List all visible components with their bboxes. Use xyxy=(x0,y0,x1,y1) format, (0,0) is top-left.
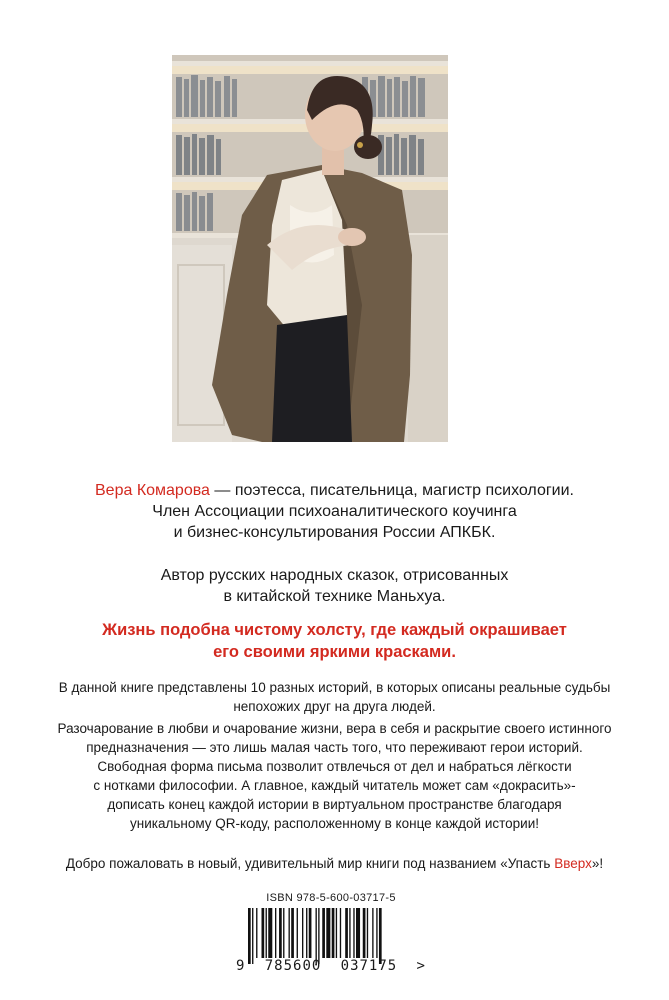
barcode-bar xyxy=(340,908,341,958)
barcode-bar xyxy=(252,908,253,964)
barcode-bar xyxy=(262,908,265,958)
description-line: В данной книге представлены 10 разных историй, в которых описаны реальные судьбы xyxy=(58,680,611,695)
description-line: Разочарование в любви и очарование жизни, вера в себя и раскрытие своего истинного xyxy=(57,721,612,736)
author-name: Вера Комарова xyxy=(95,482,210,499)
author-bio-line3: и бизнес-консультирования России АПКБК. xyxy=(173,524,496,541)
welcome-text: Добро пожаловать в новый, удивительный мир книги под названием «Упасть xyxy=(65,856,555,871)
barcode-end-marker: > xyxy=(416,958,426,974)
barcode-bar xyxy=(256,908,257,958)
author-photo xyxy=(172,55,448,442)
barcode-bar xyxy=(309,908,312,958)
isbn-number: ISBN 978-5-600-03717-5 xyxy=(266,892,396,904)
barcode-bar xyxy=(363,908,366,958)
barcode-bar xyxy=(306,908,307,958)
barcode-bar xyxy=(379,908,382,964)
quote-line1: Жизнь подобна чистому холсту, где каждый окрашивает xyxy=(102,621,567,639)
barcode-bar xyxy=(283,908,284,958)
author-intro xyxy=(0,480,669,543)
barcode-bar xyxy=(376,908,377,958)
description-line: Свободная форма письма позволит отвлечься от дел и набраться лёгкости xyxy=(97,759,572,774)
author-bio-line1: — поэтесса, писательница, магистр психологии. xyxy=(209,482,574,499)
barcode-digits xyxy=(236,958,426,974)
description-line: дописать конец каждой истории в виртуальном пространстве благодаря xyxy=(107,797,562,812)
barcode-bar xyxy=(248,908,251,964)
author-works-line2: в китайской технике Маньхуа. xyxy=(223,588,446,605)
barcode-digits-right: 037175 xyxy=(340,958,398,974)
author-intro-line1 xyxy=(0,480,669,501)
barcode-digits-left: 785600 xyxy=(264,958,322,974)
description-line: непохожих друг на друга людей. xyxy=(233,699,436,714)
description-line: предназначения — это лишь малая часть того, что переживают герои историй. xyxy=(86,740,583,755)
description-paragraph-1 xyxy=(0,678,669,716)
barcode-bar xyxy=(268,908,272,958)
barcode-bar xyxy=(372,908,373,958)
barcode-bar xyxy=(289,908,290,958)
author-works-line1: Автор русских народных сказок, отрисованных xyxy=(160,567,509,584)
quote-line2: его своими яркими красками. xyxy=(213,643,456,661)
description-paragraph-2 xyxy=(0,719,669,833)
barcode-bar xyxy=(291,908,294,958)
author-works xyxy=(0,565,669,607)
barcode-bar xyxy=(345,908,348,958)
barcode-bar xyxy=(322,908,325,958)
description-line: уникальному QR-коду, расположенному в конце каждой истории! xyxy=(130,816,539,831)
barcode-bar xyxy=(316,908,317,964)
barcode-bar xyxy=(332,908,335,958)
barcode-bar xyxy=(297,908,298,958)
welcome-text-end: »! xyxy=(591,856,604,871)
isbn-barcode xyxy=(236,892,426,992)
quote xyxy=(0,619,669,663)
book-title-accent: Вверх xyxy=(554,856,592,871)
barcode-bar xyxy=(279,908,282,958)
barcode-bar xyxy=(367,908,368,958)
barcode-bar xyxy=(275,908,276,958)
barcode-bar xyxy=(266,908,267,958)
barcode-bar xyxy=(318,908,319,964)
barcode-digit-first: 9 xyxy=(236,958,246,974)
author-bio-line2: Член Ассоциации психоаналитического коучинга xyxy=(152,503,517,520)
barcode-bar xyxy=(356,908,360,958)
description-paragraph-3 xyxy=(0,854,669,873)
barcode-bar xyxy=(353,908,354,958)
barcode-bar xyxy=(326,908,330,958)
barcode-bar xyxy=(336,908,337,958)
description-line: с нотками философии. А главное, каждый читатель может сам «докрасить»- xyxy=(93,778,576,793)
barcode-bar xyxy=(302,908,303,958)
barcode-bar xyxy=(349,908,350,958)
